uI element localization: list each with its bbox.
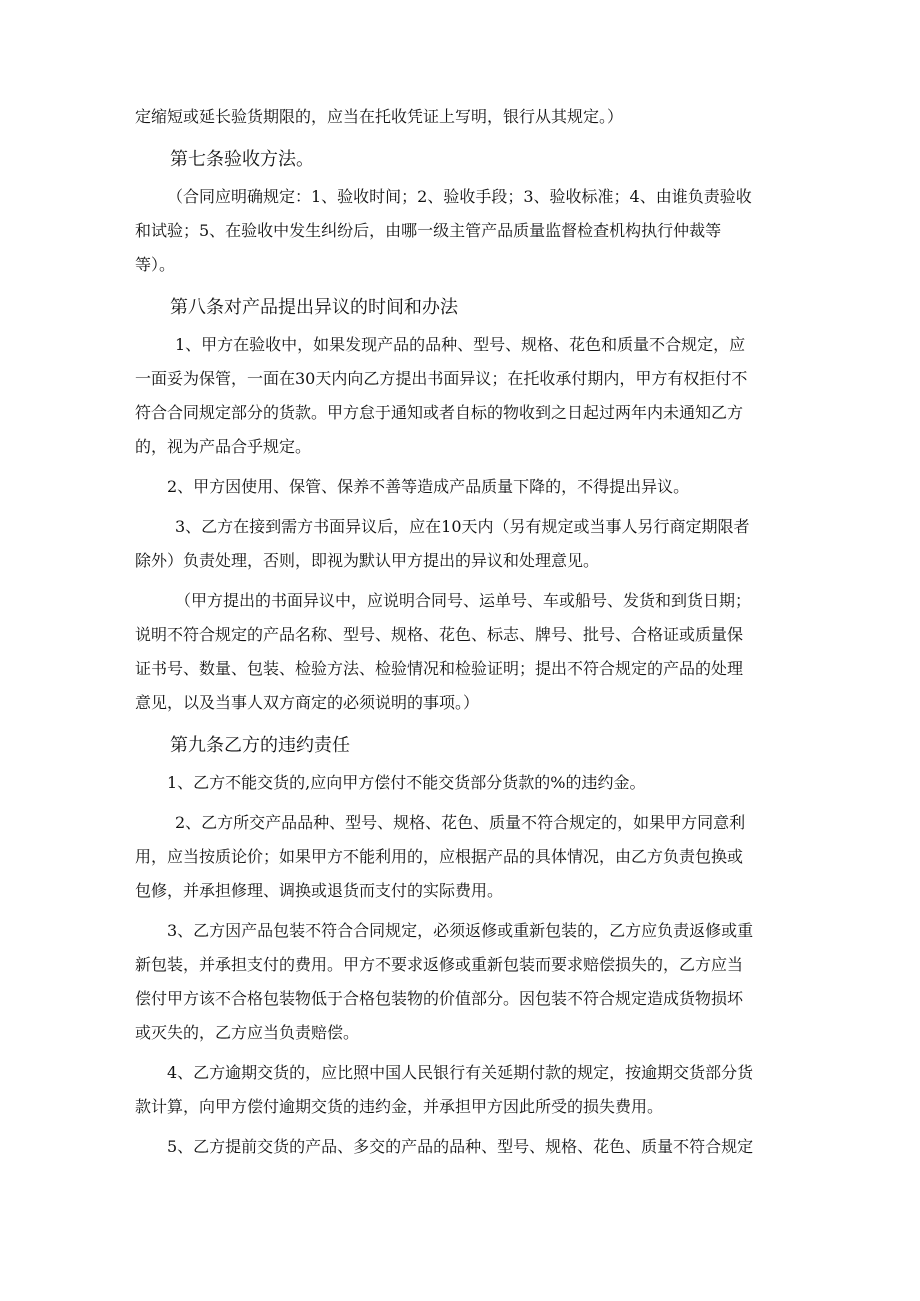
text-line: 款计算，向甲方偿付逾期交货的违约金，并承担甲方因此所受的损失费用。 bbox=[135, 1097, 664, 1116]
text-line: 符合合同规定部分的货款。甲方怠于通知或者自标的物收到之日起过两年内未通知乙方 bbox=[135, 403, 744, 422]
text-line: 的，视为产品合乎规定。 bbox=[135, 437, 312, 456]
text-line: 包修，并承担修理、调换或退货而支付的实际费用。 bbox=[135, 881, 504, 900]
text-line: 新包装，并承担支付的费用。甲方不要求返修或重新包装而要求赔偿损失的，乙方应当 bbox=[135, 955, 744, 974]
text-line: 一面妥为保管，一面在30天内向乙方提出书面异议；在托收承付期内，甲方有权拒付不 bbox=[135, 369, 748, 388]
paragraph bbox=[135, 1130, 790, 1164]
paragraph bbox=[135, 510, 790, 578]
text-line: 2、甲方因使用、保管、保养不善等造成产品质量下降的，不得提出异议。 bbox=[167, 477, 690, 496]
article-7-heading: 第七条验收方法。 bbox=[170, 149, 314, 170]
text-line: 和试验；5、在验收中发生纠纷后，由哪一级主管产品质量监督检查机构执行仲裁等 bbox=[135, 221, 722, 240]
text-line: 3、乙方因产品包装不符合合同规定，必须返修或重新包装的，乙方应负责返修或重 bbox=[167, 921, 754, 940]
text-line: 5、乙方提前交货的产品、多交的产品的品种、型号、规格、花色、质量不符合规定 bbox=[167, 1137, 754, 1156]
text-line: 等）。 bbox=[135, 255, 176, 274]
paragraph bbox=[135, 470, 790, 504]
text-line: 说明不符合规定的产品名称、型号、规格、花色、标志、牌号、批号、合格证或质量保 bbox=[135, 625, 744, 644]
text-line: 证书号、数量、包装、检验方法、检验情况和检验证明；提出不符合规定的产品的处理 bbox=[135, 659, 744, 678]
text-line: （甲方提出的书面异议中，应说明合同号、运单号、车或船号、发货和到货日期； bbox=[175, 591, 752, 610]
text-line: 1、甲方在验收中，如果发现产品的品种、型号、规格、花色和质量不合规定，应 bbox=[175, 335, 746, 354]
paragraph bbox=[135, 328, 790, 464]
text-line: 4、乙方逾期交货的，应比照中国人民银行有关延期付款的规定，按逾期交货部分货 bbox=[167, 1063, 754, 1082]
article-8-heading: 第八条对产品提出异议的时间和办法 bbox=[170, 297, 458, 318]
paragraph bbox=[135, 1056, 790, 1124]
text-line: 定缩短或延长验货期限的，应当在托收凭证上写明，银行从其规定。） bbox=[135, 107, 624, 126]
paragraph bbox=[135, 180, 790, 282]
text-line: 1、乙方不能交货的,应向甲方偿付不能交货部分货款的%的违约金。 bbox=[167, 773, 646, 792]
text-line: 3、乙方在接到需方书面异议后，应在10天内（另有规定或当事人另行商定期限者 bbox=[175, 517, 750, 536]
text-line: 2、乙方所交产品品种、型号、规格、花色、质量不符合规定的，如果甲方同意利 bbox=[175, 813, 746, 832]
text-line: 意见，以及当事人双方商定的必须说明的事项。） bbox=[135, 693, 480, 712]
paragraph bbox=[135, 766, 790, 800]
document-page bbox=[135, 100, 790, 1164]
text-line: （合同应明确规定：1、验收时间；2、验收手段；3、验收标准；4、由谁负责验收 bbox=[167, 187, 752, 206]
text-line: 用，应当按质论价；如果甲方不能利用的，应根据产品的具体情况，由乙方负责包换或 bbox=[135, 847, 744, 866]
paragraph bbox=[135, 584, 790, 720]
text-line: 除外）负责处理，否则，即视为默认甲方提出的异议和处理意见。 bbox=[135, 551, 600, 570]
article-9-heading: 第九条乙方的违约责任 bbox=[170, 735, 350, 756]
paragraph bbox=[135, 806, 790, 908]
paragraph bbox=[135, 100, 790, 134]
paragraph bbox=[135, 914, 790, 1050]
text-line: 或灭失的，乙方应当负责赔偿。 bbox=[135, 1023, 360, 1042]
text-line: 偿付甲方该不合格包装物低于合格包装物的价值部分。因包装不符合规定造成货物损坏 bbox=[135, 989, 744, 1008]
